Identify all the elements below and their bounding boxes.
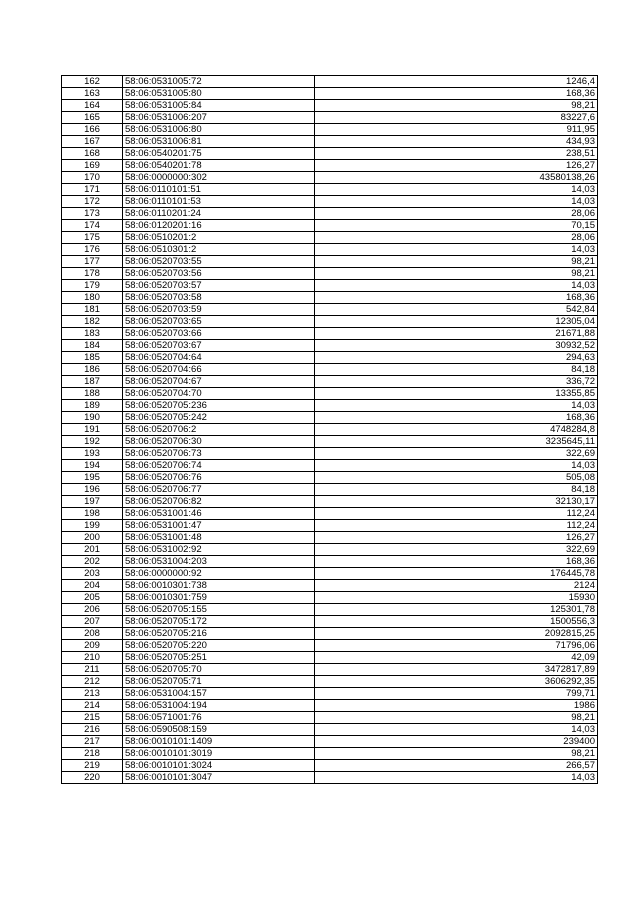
cadastral-value: 799,71 — [315, 688, 598, 700]
cadastral-value: 14,03 — [315, 244, 598, 256]
table-row — [62, 220, 598, 232]
cadastral-number: 58:06:0010301:738 — [123, 580, 315, 592]
row-number: 191 — [62, 424, 123, 436]
cadastral-value: 542,84 — [315, 304, 598, 316]
table-row — [62, 268, 598, 280]
cadastral-number: 58:06:0520706:73 — [123, 448, 315, 460]
cadastral-value: 15930 — [315, 592, 598, 604]
row-number: 197 — [62, 496, 123, 508]
row-number: 212 — [62, 676, 123, 688]
row-number: 207 — [62, 616, 123, 628]
table-row — [62, 124, 598, 136]
table-row — [62, 352, 598, 364]
cadastral-value: 168,36 — [315, 556, 598, 568]
table-row — [62, 160, 598, 172]
cadastral-number: 58:06:0520705:236 — [123, 400, 315, 412]
table-row — [62, 556, 598, 568]
cadastral-value: 322,69 — [315, 448, 598, 460]
table-row — [62, 304, 598, 316]
row-number: 203 — [62, 568, 123, 580]
row-number: 209 — [62, 640, 123, 652]
cadastral-number: 58:06:0120201:16 — [123, 220, 315, 232]
table-row — [62, 328, 598, 340]
table-row — [62, 376, 598, 388]
cadastral-number: 58:06:0010101:3047 — [123, 772, 315, 784]
cadastral-number: 58:06:0520705:155 — [123, 604, 315, 616]
cadastral-value: 4748284,8 — [315, 424, 598, 436]
table-row — [62, 472, 598, 484]
cadastral-number: 58:06:0531004:194 — [123, 700, 315, 712]
cadastral-number: 58:06:0520703:67 — [123, 340, 315, 352]
cadastral-value: 70,15 — [315, 220, 598, 232]
row-number: 185 — [62, 352, 123, 364]
cadastral-value: 126,27 — [315, 160, 598, 172]
cadastral-number: 58:06:0571001:76 — [123, 712, 315, 724]
cadastral-value: 126,27 — [315, 532, 598, 544]
table-row — [62, 388, 598, 400]
cadastral-value: 1986 — [315, 700, 598, 712]
cadastral-number: 58:06:0590508:159 — [123, 724, 315, 736]
table-row — [62, 616, 598, 628]
cadastral-number: 58:06:0520703:65 — [123, 316, 315, 328]
row-number: 182 — [62, 316, 123, 328]
table-row — [62, 712, 598, 724]
cadastral-number: 58:06:0520706:77 — [123, 484, 315, 496]
cadastral-value: 83227,6 — [315, 112, 598, 124]
cadastral-value: 336,72 — [315, 376, 598, 388]
cadastral-number: 58:06:0520703:66 — [123, 328, 315, 340]
table-row — [62, 520, 598, 532]
cadastral-value: 84,18 — [315, 484, 598, 496]
cadastral-value: 322,69 — [315, 544, 598, 556]
table-row — [62, 460, 598, 472]
row-number: 220 — [62, 772, 123, 784]
cadastral-number: 58:06:0520703:58 — [123, 292, 315, 304]
cadastral-value: 21671,88 — [315, 328, 598, 340]
table-row — [62, 724, 598, 736]
row-number: 200 — [62, 532, 123, 544]
cadastral-number: 58:06:0531001:48 — [123, 532, 315, 544]
row-number: 171 — [62, 184, 123, 196]
cadastral-value: 14,03 — [315, 280, 598, 292]
row-number: 199 — [62, 520, 123, 532]
table-row — [62, 448, 598, 460]
cadastral-value: 84,18 — [315, 364, 598, 376]
row-number: 169 — [62, 160, 123, 172]
row-number: 195 — [62, 472, 123, 484]
cadastral-value: 239400 — [315, 736, 598, 748]
cadastral-number: 58:06:0000000:302 — [123, 172, 315, 184]
table-row — [62, 748, 598, 760]
table-row — [62, 196, 598, 208]
cadastral-value: 505,08 — [315, 472, 598, 484]
cadastral-number: 58:06:0520703:55 — [123, 256, 315, 268]
row-number: 177 — [62, 256, 123, 268]
table-row — [62, 508, 598, 520]
row-number: 187 — [62, 376, 123, 388]
row-number: 196 — [62, 484, 123, 496]
cadastral-value: 98,21 — [315, 100, 598, 112]
row-number: 179 — [62, 280, 123, 292]
table-row — [62, 604, 598, 616]
cadastral-number: 58:06:0531006:80 — [123, 124, 315, 136]
cadastral-number: 58:06:0531004:157 — [123, 688, 315, 700]
row-number: 201 — [62, 544, 123, 556]
cadastral-value: 13355,85 — [315, 388, 598, 400]
row-number: 189 — [62, 400, 123, 412]
cadastral-number: 58:06:0531005:72 — [123, 76, 315, 88]
cadastral-number: 58:06:0520705:216 — [123, 628, 315, 640]
cadastral-value: 2124 — [315, 580, 598, 592]
cadastral-value: 28,06 — [315, 208, 598, 220]
row-number: 176 — [62, 244, 123, 256]
cadastral-value: 176445,78 — [315, 568, 598, 580]
cadastral-value: 294,63 — [315, 352, 598, 364]
cadastral-value: 28,06 — [315, 232, 598, 244]
cadastral-number: 58:06:0520705:251 — [123, 652, 315, 664]
row-number: 204 — [62, 580, 123, 592]
cadastral-number: 58:06:0520705:220 — [123, 640, 315, 652]
cadastral-value: 12305,04 — [315, 316, 598, 328]
cadastral-number: 58:06:0531006:207 — [123, 112, 315, 124]
cadastral-number: 58:06:0520705:172 — [123, 616, 315, 628]
cadastral-value: 71796,06 — [315, 640, 598, 652]
row-number: 214 — [62, 700, 123, 712]
table-row — [62, 364, 598, 376]
row-number: 217 — [62, 736, 123, 748]
cadastral-number: 58:06:0010301:759 — [123, 592, 315, 604]
row-number: 175 — [62, 232, 123, 244]
row-number: 178 — [62, 268, 123, 280]
table-row — [62, 400, 598, 412]
row-number: 166 — [62, 124, 123, 136]
table-row — [62, 568, 598, 580]
cadastral-number: 58:06:0520704:64 — [123, 352, 315, 364]
cadastral-value-table — [61, 75, 598, 784]
row-number: 183 — [62, 328, 123, 340]
cadastral-number: 58:06:0510201:2 — [123, 232, 315, 244]
table-row — [62, 592, 598, 604]
cadastral-value: 14,03 — [315, 772, 598, 784]
cadastral-number: 58:06:0010101:3019 — [123, 748, 315, 760]
table-row — [62, 688, 598, 700]
table-row — [62, 88, 598, 100]
row-number: 198 — [62, 508, 123, 520]
cadastral-value: 14,03 — [315, 184, 598, 196]
cadastral-number: 58:06:0510301:2 — [123, 244, 315, 256]
table-row — [62, 136, 598, 148]
cadastral-number: 58:06:0540201:75 — [123, 148, 315, 160]
row-number: 168 — [62, 148, 123, 160]
table-row — [62, 700, 598, 712]
row-number: 192 — [62, 436, 123, 448]
table-row — [62, 484, 598, 496]
cadastral-number: 58:06:0520706:2 — [123, 424, 315, 436]
table-row — [62, 340, 598, 352]
row-number: 213 — [62, 688, 123, 700]
row-number: 186 — [62, 364, 123, 376]
cadastral-number: 58:06:0110101:51 — [123, 184, 315, 196]
cadastral-number: 58:06:0520706:76 — [123, 472, 315, 484]
table-row — [62, 184, 598, 196]
row-number: 174 — [62, 220, 123, 232]
table-row — [62, 736, 598, 748]
cadastral-number: 58:06:0540201:78 — [123, 160, 315, 172]
cadastral-number: 58:06:0520706:82 — [123, 496, 315, 508]
cadastral-value: 42,09 — [315, 652, 598, 664]
cadastral-number: 58:06:0520706:30 — [123, 436, 315, 448]
row-number: 211 — [62, 664, 123, 676]
table-row — [62, 772, 598, 784]
table-row — [62, 532, 598, 544]
row-number: 188 — [62, 388, 123, 400]
cadastral-value: 30932,52 — [315, 340, 598, 352]
cadastral-number: 58:06:0531001:47 — [123, 520, 315, 532]
cadastral-number: 58:06:0520704:70 — [123, 388, 315, 400]
table-row — [62, 208, 598, 220]
cadastral-value: 98,21 — [315, 712, 598, 724]
table-row — [62, 496, 598, 508]
row-number: 184 — [62, 340, 123, 352]
row-number: 210 — [62, 652, 123, 664]
row-number: 180 — [62, 292, 123, 304]
cadastral-value: 112,24 — [315, 520, 598, 532]
cadastral-value: 434,93 — [315, 136, 598, 148]
row-number: 162 — [62, 76, 123, 88]
table-row — [62, 232, 598, 244]
cadastral-number: 58:06:0110201:24 — [123, 208, 315, 220]
table-row — [62, 436, 598, 448]
table-row — [62, 544, 598, 556]
table-row — [62, 676, 598, 688]
table-row — [62, 628, 598, 640]
cadastral-value: 32130,17 — [315, 496, 598, 508]
row-number: 194 — [62, 460, 123, 472]
cadastral-value: 2092815,25 — [315, 628, 598, 640]
cadastral-value: 112,24 — [315, 508, 598, 520]
table-row — [62, 100, 598, 112]
cadastral-value: 98,21 — [315, 268, 598, 280]
row-number: 172 — [62, 196, 123, 208]
row-number: 215 — [62, 712, 123, 724]
table-row — [62, 148, 598, 160]
cadastral-number: 58:06:0010101:3024 — [123, 760, 315, 772]
cadastral-value: 3235645,11 — [315, 436, 598, 448]
table-row — [62, 424, 598, 436]
cadastral-number: 58:06:0520705:71 — [123, 676, 315, 688]
cadastral-value: 14,03 — [315, 724, 598, 736]
cadastral-value: 14,03 — [315, 400, 598, 412]
row-number: 164 — [62, 100, 123, 112]
cadastral-number: 58:06:0531002:92 — [123, 544, 315, 556]
row-number: 170 — [62, 172, 123, 184]
cadastral-value: 168,36 — [315, 88, 598, 100]
table-row — [62, 280, 598, 292]
cadastral-value: 3606292,35 — [315, 676, 598, 688]
table-row — [62, 244, 598, 256]
cadastral-value: 14,03 — [315, 460, 598, 472]
row-number: 206 — [62, 604, 123, 616]
cadastral-number: 58:06:0520703:59 — [123, 304, 315, 316]
row-number: 202 — [62, 556, 123, 568]
cadastral-value: 125301,78 — [315, 604, 598, 616]
cadastral-value: 1246,4 — [315, 76, 598, 88]
cadastral-number: 58:06:0531006:81 — [123, 136, 315, 148]
cadastral-number: 58:06:0010101:1409 — [123, 736, 315, 748]
cadastral-number: 58:06:0531001:46 — [123, 508, 315, 520]
row-number: 219 — [62, 760, 123, 772]
cadastral-number: 58:06:0520703:57 — [123, 280, 315, 292]
table-row — [62, 112, 598, 124]
cadastral-number: 58:06:0520706:74 — [123, 460, 315, 472]
cadastral-value: 43580138,26 — [315, 172, 598, 184]
cadastral-value: 1500556,3 — [315, 616, 598, 628]
cadastral-number: 58:06:0000000:92 — [123, 568, 315, 580]
cadastral-value: 911,95 — [315, 124, 598, 136]
cadastral-value: 3472817,89 — [315, 664, 598, 676]
row-number: 173 — [62, 208, 123, 220]
cadastral-number: 58:06:0520704:66 — [123, 364, 315, 376]
row-number: 205 — [62, 592, 123, 604]
cadastral-value: 98,21 — [315, 748, 598, 760]
row-number: 163 — [62, 88, 123, 100]
cadastral-number: 58:06:0531005:84 — [123, 100, 315, 112]
cadastral-value: 168,36 — [315, 292, 598, 304]
cadastral-value: 14,03 — [315, 196, 598, 208]
table-row — [62, 664, 598, 676]
cadastral-value: 98,21 — [315, 256, 598, 268]
row-number: 190 — [62, 412, 123, 424]
cadastral-number: 58:06:0110101:53 — [123, 196, 315, 208]
table-row — [62, 640, 598, 652]
table-row — [62, 652, 598, 664]
cadastral-value: 238,51 — [315, 148, 598, 160]
table-row — [62, 760, 598, 772]
table-row — [62, 172, 598, 184]
row-number: 193 — [62, 448, 123, 460]
row-number: 181 — [62, 304, 123, 316]
cadastral-number: 58:06:0531005:80 — [123, 88, 315, 100]
cadastral-value: 168,36 — [315, 412, 598, 424]
table-row — [62, 256, 598, 268]
cadastral-number: 58:06:0520705:70 — [123, 664, 315, 676]
row-number: 208 — [62, 628, 123, 640]
cadastral-value: 266,57 — [315, 760, 598, 772]
table-body — [62, 76, 598, 784]
table-row — [62, 412, 598, 424]
cadastral-number: 58:06:0520704:67 — [123, 376, 315, 388]
cadastral-number: 58:06:0520703:56 — [123, 268, 315, 280]
row-number: 216 — [62, 724, 123, 736]
cadastral-number: 58:06:0520705:242 — [123, 412, 315, 424]
cadastral-number: 58:06:0531004:203 — [123, 556, 315, 568]
row-number: 165 — [62, 112, 123, 124]
table-row — [62, 292, 598, 304]
table-row — [62, 580, 598, 592]
table-row — [62, 76, 598, 88]
row-number: 167 — [62, 136, 123, 148]
row-number: 218 — [62, 748, 123, 760]
table-row — [62, 316, 598, 328]
